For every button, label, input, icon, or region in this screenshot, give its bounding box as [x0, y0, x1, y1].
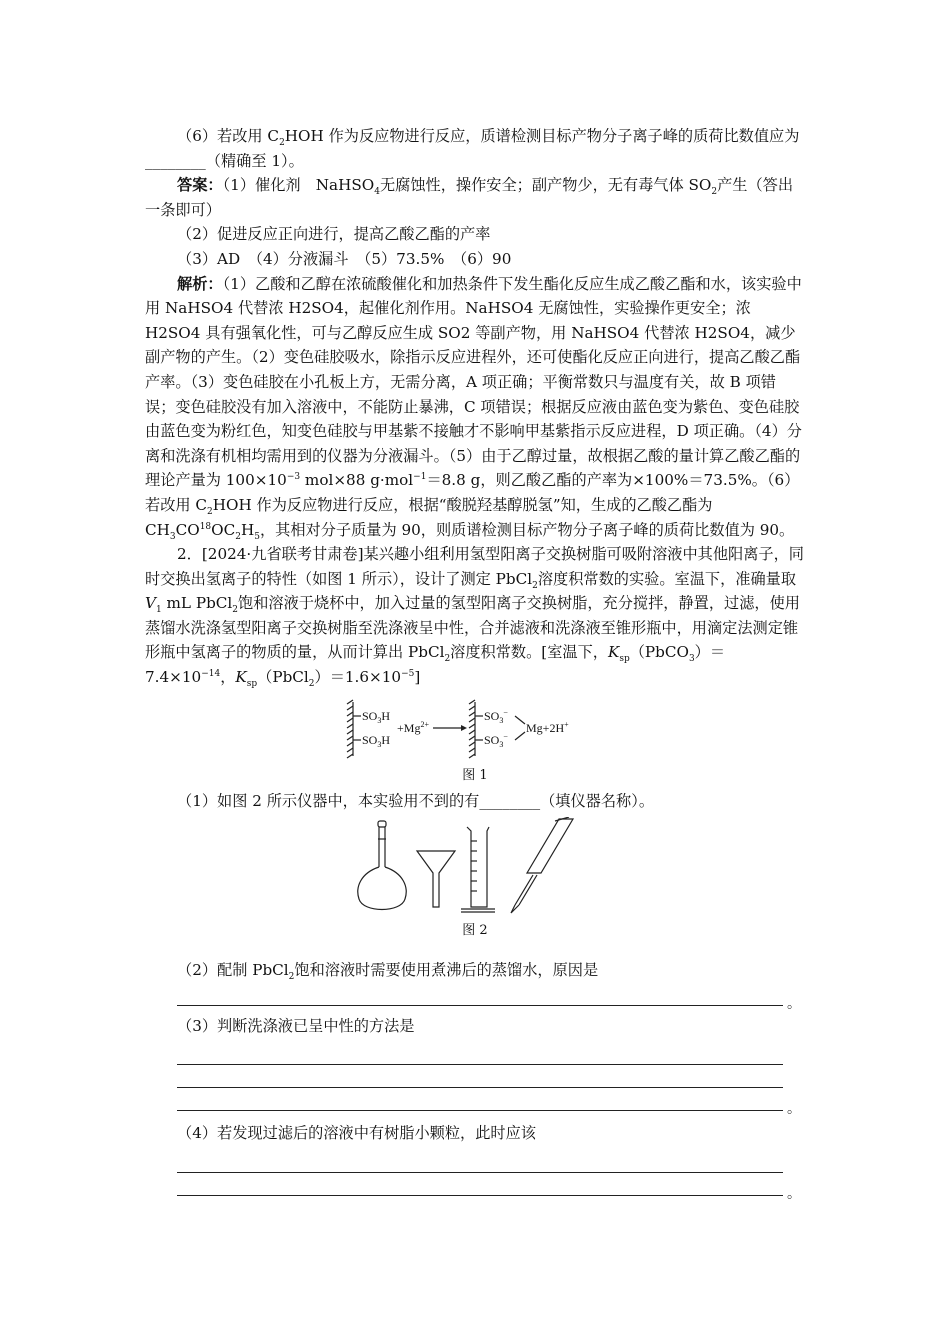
r1-label: SO — [362, 708, 378, 723]
analysis-sub4: 3 — [169, 531, 176, 542]
q2-vs: 1 — [155, 605, 162, 616]
sub2-s: 2 — [288, 972, 295, 983]
r2-h: H — [381, 732, 391, 747]
p1-label: SO — [484, 708, 500, 723]
prod-label: Mg+2H — [526, 720, 565, 735]
analysis-part7: H — [240, 520, 255, 539]
q2-t2: 溶度积常数的实验。室温下，准确量取 — [537, 569, 797, 588]
p1-charge: − — [503, 707, 508, 717]
reactant-group-2 — [362, 733, 390, 749]
funnel-icon — [417, 851, 455, 907]
analysis-part4: HOH 作为反应物进行反应，根据“酸脱羟基醇脱氢”知，生成的乙酸乙酯为 CH — [145, 495, 713, 539]
document-page — [145, 124, 805, 1196]
q6-text-a: （6）若改用 C — [177, 127, 280, 145]
ion-exchange-diagram — [325, 696, 625, 762]
answer-sub2: 2 — [711, 187, 718, 198]
p2-sub: 3 — [499, 739, 504, 749]
reaction-arrow — [433, 725, 467, 731]
product-mg — [526, 720, 569, 735]
analysis-label: 解析： — [177, 274, 223, 293]
q6-sub: 2 — [279, 138, 285, 149]
answer-line1c: 产生（答出一条即可） — [145, 176, 794, 219]
q6-text-b: HOH 作为反应物进行反应，质谱检测目标产物分子离子峰的质荷比数值应为________（精确至 1）。 — [145, 127, 800, 170]
q2-t3: mL PbCl — [161, 594, 233, 613]
sub2-b: 饱和溶液时需要使用煮沸后的蒸馏水，原因是 — [294, 961, 599, 980]
answer-blank-3b[interactable] — [177, 1065, 783, 1088]
q2-k1: K — [607, 643, 620, 662]
answer-sub1: 4 — [374, 187, 380, 198]
analysis-sub3: 2 — [207, 506, 213, 517]
q2-s1: 2 — [532, 580, 538, 591]
answer-blank-3a[interactable] — [177, 1042, 783, 1065]
q2-source: [2024·九省联考甘肃卷] — [201, 545, 364, 564]
q2-s4: 3 — [688, 654, 695, 665]
figure-1 — [145, 696, 805, 783]
reactant-group-1 — [362, 709, 390, 725]
analysis-sub6: 2 — [235, 531, 241, 542]
analysis-part2: mol×88 g·mol — [300, 471, 414, 490]
q2-k1s: sp — [619, 654, 630, 665]
analysis-part8: ，其相对分子质量为 90，则质谱检测目标产物分子离子峰的质荷比数值为 90。 — [259, 520, 795, 539]
q2-number: 2． — [177, 545, 202, 564]
sub2-a: （2）配制 PbCl — [177, 961, 289, 980]
q2-s3: 2 — [444, 654, 451, 665]
mg-label: +Mg — [397, 720, 421, 735]
analysis-exp1: −3 — [286, 472, 301, 483]
question-2-paragraph — [145, 542, 805, 690]
q2-t1: 某兴趣小组利用氢型阳离子交换树脂可吸附溶液中其他阳离子，同时交换出氢离子的特性（如图 1 所示），设计了测定 PbCl — [145, 545, 804, 588]
answer-blank-4b[interactable] — [177, 1173, 783, 1196]
sub-question-3: （3）判断洗涤液已呈中性的方法是 — [177, 1016, 415, 1035]
q2-t5: 溶度积常数。[室温下， — [450, 643, 608, 662]
mg-ion — [397, 720, 429, 735]
q2-t6: （PbCO — [629, 643, 689, 662]
graduated-cylinder-icon — [461, 827, 495, 912]
instruments-diagram — [355, 817, 595, 917]
analysis-sup5: 18 — [199, 521, 212, 532]
q2-v: V — [145, 594, 156, 613]
q2-t8: ， — [220, 668, 236, 687]
answer-line3: （3）AD （4）分液漏斗 （5）73.5% （6）90 — [177, 249, 512, 268]
pipette-icon — [511, 817, 573, 913]
q2-k2s: sp — [246, 679, 258, 690]
analysis-part6: OC — [211, 520, 236, 539]
sub-question-2 — [145, 958, 805, 983]
q2-e1: −14 — [201, 669, 221, 679]
r2-label: SO — [362, 732, 378, 747]
figure-1-caption: 图 1 — [462, 767, 488, 783]
q2-s5: 2 — [308, 679, 315, 690]
sub-question-4: （4）若发现过滤后的溶液中有树脂小颗粒，此时应该 — [177, 1124, 536, 1143]
volumetric-flask-icon — [358, 821, 406, 910]
answer-paragraph — [145, 173, 805, 222]
figure-2-caption: 图 2 — [462, 923, 488, 939]
analysis-paragraph — [145, 272, 805, 543]
q2-t10: ）＝1.6×10 — [314, 668, 402, 687]
analysis-exp2: −1 — [413, 472, 427, 483]
q2-t11: ] — [414, 668, 421, 687]
prod-charge: + — [564, 719, 569, 729]
figure-2 — [145, 817, 805, 938]
q2-t7: ）＝7.4×10 — [145, 643, 726, 687]
product-group-2 — [484, 732, 508, 749]
answer-line2: （2）促进反应正向进行，提高乙酸乙酯的产率 — [177, 225, 491, 244]
p1-sub: 3 — [499, 715, 504, 725]
answer-blank-4a[interactable] — [177, 1150, 783, 1173]
answer-line1a: （1）催化剂 NaHSO — [222, 176, 375, 195]
answer-blank-3c[interactable] — [177, 1088, 783, 1111]
q2-k2: K — [235, 668, 247, 687]
p2-charge: − — [503, 731, 508, 741]
analysis-part1: （1）乙酸和乙醇在浓硫酸催化和加热条件下发生酯化反应生成乙酸乙酯和水，该实验中用 NaHSO4 代替浓 H2SO4，起催化剂作用。NaHSO4 无腐蚀性，实验操作更安全；浓 H2SO4 具有强氧化性，可与乙醇反应生成 SO2 等副产物，用 NaHSO4 代替浓 H2SO4，减少副产物的产生。（2）变色硅胶吸水，除指示反应进程外，还可使酯化反应正向进行，提高乙酸乙酯产率。（3）变色硅胶在小孔板上方，无需分离，A 项正确；平衡常数只与温度有关，故 B 项错误；变色硅胶没有加入溶液中，不能防止暴沸，C 项错误；根据反应液由蓝色变为紫色、变色硅胶由蓝色变为粉红色，知变色硅胶与甲基紫不接触才不影响甲基紫指示反应进程，D 项正确。（4）分离和洗涤有机相均需用到的仪器为分液漏斗。（5）由于乙醇过量，故根据乙酸的量计算乙酸乙酯的理论产量为 100×10 — [145, 274, 802, 490]
q2-t4: 饱和溶液于烧杯中，加入过量的氢型阳离子交换树脂，充分搅拌，静置，过滤，使用蒸馏水洗涤氢型阳离子交换树脂至洗涤液呈中性，合并滤液和洗涤液至锥形瓶中，用滴定法测定锥形瓶中氢离子的物质的量，从而计算出 PbCl — [145, 594, 800, 662]
analysis-part5: CO — [175, 520, 200, 539]
mg-charge: 2+ — [420, 719, 429, 729]
answer-blank-2[interactable] — [177, 983, 783, 1006]
answer-line1b: 无腐蚀性，操作安全；副产物少，无有毒气体 SO — [379, 176, 712, 195]
product-group-1 — [484, 708, 508, 725]
q6-paragraph — [145, 124, 805, 173]
analysis-part3: ＝8.8 g，则乙酸乙酯的产率为×100%＝73.5%。（6）若改用 C — [145, 471, 800, 514]
answer-label: 答案： — [177, 176, 223, 195]
sub-question-1: （1）如图 2 所示仪器中，本实验用不到的有________（填仪器名称）。 — [177, 791, 655, 810]
r1-h: H — [381, 708, 391, 723]
r1-sub: 3 — [377, 715, 382, 725]
q2-e2: −5 — [401, 669, 415, 679]
p2-label: SO — [484, 732, 500, 747]
q2-t9: （PbCl — [257, 668, 309, 687]
r2-sub: 3 — [377, 739, 382, 749]
analysis-sub7: 5 — [254, 531, 260, 542]
q2-s2: 2 — [232, 605, 238, 616]
